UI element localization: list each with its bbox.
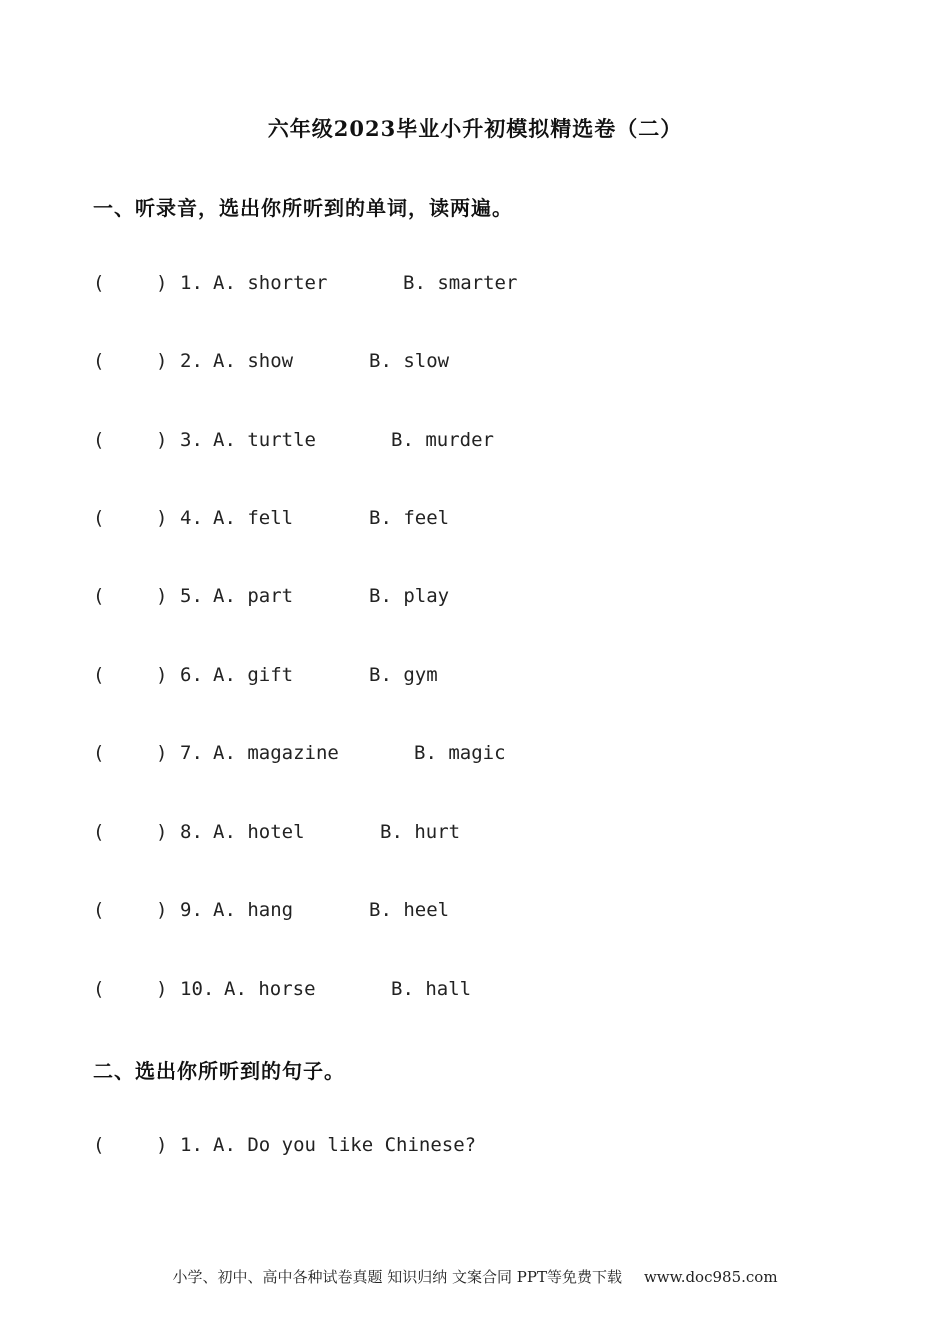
section-1-heading: 一、听录音，选出你所听到的单词，读两遍。 [93, 196, 513, 220]
option-a: A. gift [213, 664, 294, 686]
option-b: B. murder [391, 429, 494, 451]
answer-paren-close: ) [156, 821, 168, 843]
page-title: 六年级2023毕业小升初模拟精选卷（二） [267, 116, 683, 141]
option-a: A. hotel [213, 821, 305, 843]
option-b: B. hall [391, 978, 472, 1000]
question-number: 5. [180, 585, 203, 607]
answer-paren-open: ( [93, 272, 105, 294]
option-a: A. hang [213, 899, 294, 921]
footer-url: www.doc985.com [643, 1268, 778, 1286]
question-row [93, 1134, 477, 1160]
answer-paren-close: ) [156, 899, 168, 921]
section-2-heading: 二、选出你所听到的句子。 [93, 1059, 345, 1083]
option-a: A. horse [224, 978, 316, 1000]
question-row [93, 585, 450, 611]
answer-paren-open: ( [93, 978, 105, 1000]
answer-paren-close: ) [156, 272, 168, 294]
question-number: 7. [180, 742, 203, 764]
answer-paren-open: ( [93, 585, 105, 607]
answer-paren-open: ( [93, 664, 105, 686]
question-number: 1. [180, 1134, 203, 1156]
question-row [93, 350, 450, 376]
question-row [93, 821, 461, 847]
question-row [93, 272, 518, 298]
answer-paren-open: ( [93, 742, 105, 764]
option-b: B. feel [369, 507, 450, 529]
option-a: A. fell [213, 507, 294, 529]
answer-paren-close: ) [156, 742, 168, 764]
question-number: 10. [180, 978, 215, 1000]
answer-paren-open: ( [93, 350, 105, 372]
answer-paren-open: ( [93, 1134, 105, 1156]
question-number: 8. [180, 821, 203, 843]
option-b: B. hurt [380, 821, 461, 843]
answer-paren-open: ( [93, 821, 105, 843]
option-a: A. Do you like Chinese? [213, 1134, 477, 1156]
option-a: A. show [213, 350, 294, 372]
answer-paren-close: ) [156, 978, 168, 1000]
answer-paren-open: ( [93, 429, 105, 451]
option-a: A. shorter [213, 272, 328, 294]
answer-paren-open: ( [93, 899, 105, 921]
option-b: B. slow [369, 350, 450, 372]
option-b: B. heel [369, 899, 450, 921]
question-row [93, 507, 450, 533]
question-number: 1. [180, 272, 203, 294]
question-row [93, 429, 494, 455]
option-b: B. gym [369, 664, 438, 686]
answer-paren-open: ( [93, 507, 105, 529]
question-number: 2. [180, 350, 203, 372]
answer-paren-close: ) [156, 429, 168, 451]
option-b: B. magic [414, 742, 506, 764]
question-row [93, 899, 450, 925]
answer-paren-close: ) [156, 350, 168, 372]
question-row [93, 978, 472, 1004]
question-row [93, 664, 438, 690]
option-b: B. smarter [403, 272, 518, 294]
question-number: 6. [180, 664, 203, 686]
answer-paren-close: ) [156, 1134, 168, 1156]
answer-paren-close: ) [156, 664, 168, 686]
option-a: A. turtle [213, 429, 316, 451]
question-number: 3. [180, 429, 203, 451]
answer-paren-close: ) [156, 585, 168, 607]
question-row [93, 742, 506, 768]
question-number: 9. [180, 899, 203, 921]
question-number: 4. [180, 507, 203, 529]
answer-paren-close: ) [156, 507, 168, 529]
page-footer [0, 1266, 950, 1287]
option-a: A. magazine [213, 742, 339, 764]
option-a: A. part [213, 585, 294, 607]
option-b: B. play [369, 585, 450, 607]
footer-text: 小学、初中、高中各种试卷真题 知识归纳 文案合同 PPT等免费下载 [172, 1268, 622, 1286]
